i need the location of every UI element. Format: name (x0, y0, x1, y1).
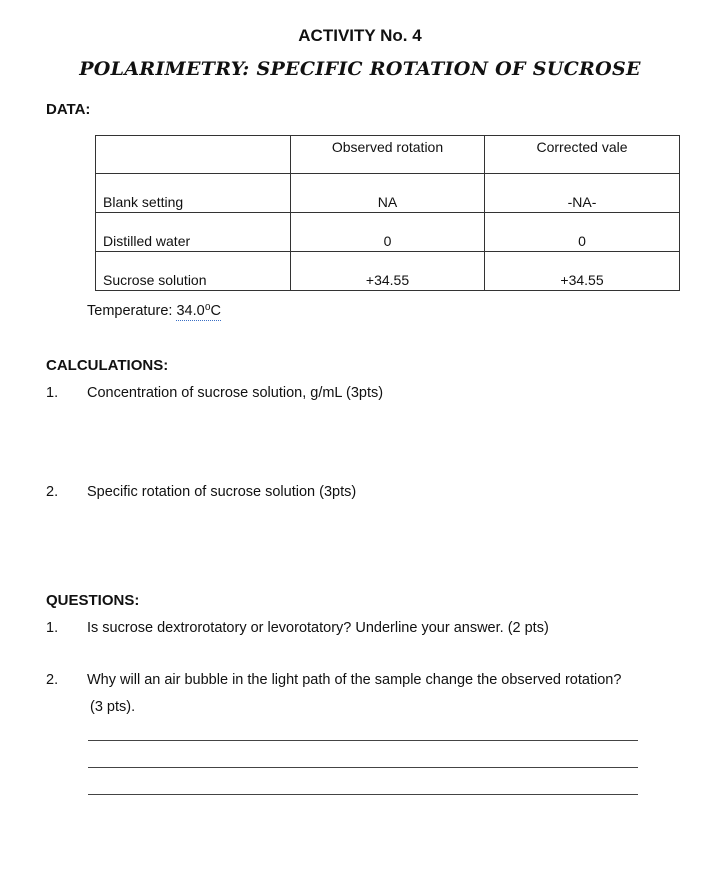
calc-item-number: 2. (46, 484, 59, 500)
question-number: 2. (46, 672, 59, 688)
question-number: 1. (46, 620, 59, 636)
calc-item-text: Specific rotation of sucrose solution (3pts) (87, 484, 357, 500)
temperature-label: Temperature: (87, 303, 177, 319)
table-header-cell (96, 136, 291, 174)
calculations-heading: CALCULATIONS: (46, 357, 169, 374)
questions-heading: QUESTIONS: (46, 592, 140, 609)
answer-line (88, 767, 638, 768)
row-label: Distilled water (96, 213, 291, 252)
table-row (96, 252, 680, 291)
table-header-cell: Observed rotation (291, 136, 485, 174)
observed-value: 0 (291, 213, 485, 252)
corrected-value: 0 (485, 213, 680, 252)
row-label: Blank setting (96, 174, 291, 213)
data-heading: DATA: (46, 101, 91, 118)
corrected-value: +34.55 (485, 252, 680, 291)
table-header-cell: Corrected vale (485, 136, 680, 174)
question-text: Why will an air bubble in the light path of the sample change the observed rotation? (87, 672, 622, 688)
page-subtitle: POLARIMETRY: SPECIFIC ROTATION OF SUCROSE (79, 58, 641, 80)
answer-line (88, 740, 638, 741)
data-table (95, 135, 680, 291)
observed-value: NA (291, 174, 485, 213)
table-row (96, 174, 680, 213)
question-text-continued: (3 pts). (90, 699, 136, 715)
answer-line (88, 794, 638, 795)
question-text: Is sucrose dextrorotatory or levorotatory? Underline your answer. (2 pts) (87, 620, 549, 636)
observed-value: +34.55 (291, 252, 485, 291)
corrected-value: -NA- (485, 174, 680, 213)
page-title: ACTIVITY No. 4 (298, 26, 422, 45)
table-row (96, 213, 680, 252)
temperature-line (87, 303, 221, 319)
temperature-value: 34.0⁰C (176, 303, 221, 319)
calc-item-number: 1. (46, 385, 59, 401)
row-label: Sucrose solution (96, 252, 291, 291)
table-header-row (96, 136, 680, 174)
calc-item-text: Concentration of sucrose solution, g/mL (3pts) (87, 385, 384, 401)
